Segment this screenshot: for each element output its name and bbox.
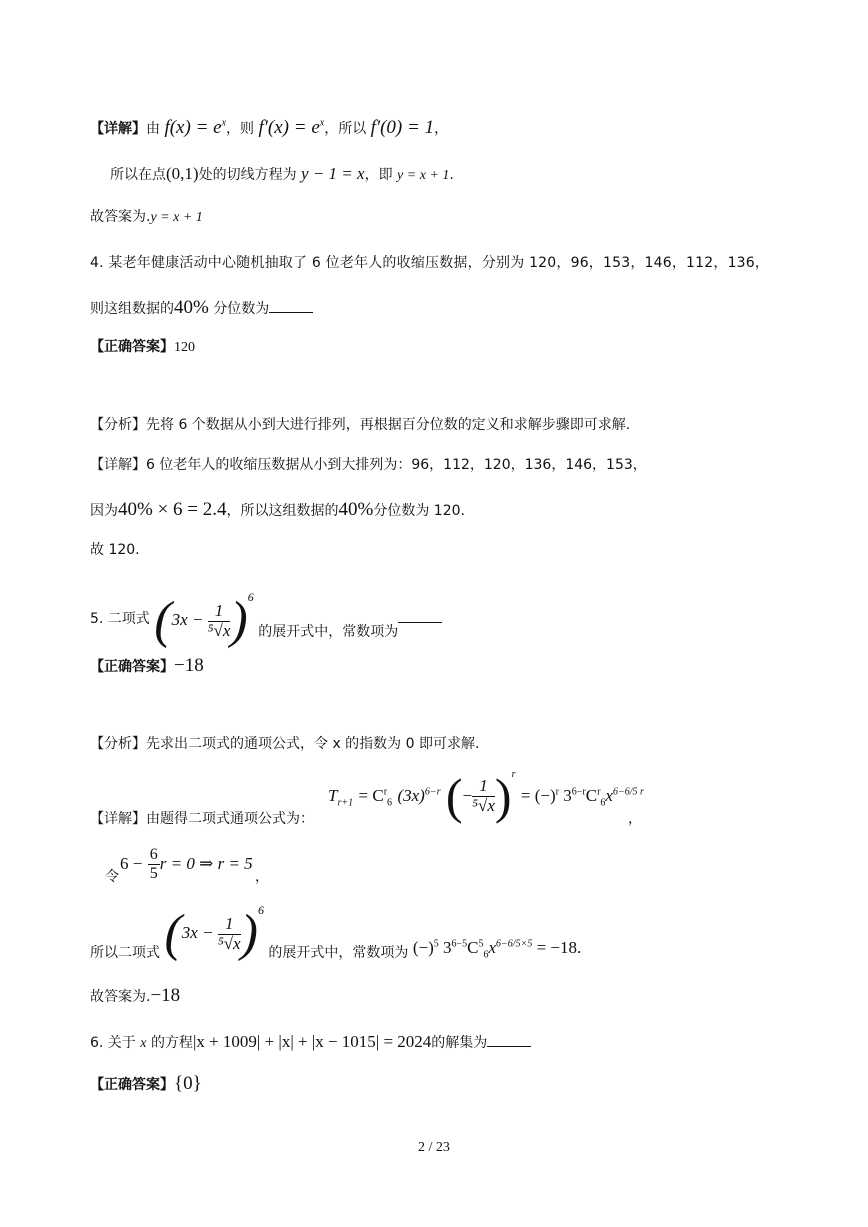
text: 所以二项式 <box>90 945 160 962</box>
math: x <box>488 937 497 957</box>
text: ，则 <box>226 121 255 137</box>
q5-detail: 【详解】由题得二项式通项公式为： <box>90 811 314 827</box>
q4-analysis: 【分析】先将 6 个数据从小到大进行排列，再根据百分位数的定义和求解步骤即可求解. <box>90 417 631 433</box>
math: = (−) <box>520 786 556 805</box>
answer-value: {0} <box>174 1073 202 1094</box>
answer-blank <box>269 298 313 313</box>
q5-stem <box>90 582 442 650</box>
math: −18 <box>150 985 181 1006</box>
math-calc: 40% × 6 = 2.4 <box>118 499 227 520</box>
q5-answer <box>90 656 204 675</box>
text: 的展开式中，常数项为 <box>258 624 399 640</box>
math-T <box>328 786 354 809</box>
q4-detail: 【详解】6 位老年人的收缩压数据从小到大排列为：96，112，120，136，146，153， <box>90 457 647 473</box>
math: x <box>605 786 613 805</box>
q5-general-term: $T_{r+1} = C^r_6$ $(3x)^{6-r}$ (− $\frac{1}{\text{⁵√x}}$ )$^r = (-)^r$ $3^{6-r}C^r_6x^{6-6/5 r}$ <box>328 768 644 824</box>
sup: r <box>555 786 559 798</box>
math: 3x − <box>171 609 204 629</box>
text: 的解集为 <box>431 1035 488 1051</box>
text: 的方程 <box>150 1035 193 1051</box>
numerator: 1 <box>472 777 495 797</box>
q5-analysis: 【分析】先求出二项式的通项公式，令 x 的指数为 0 即可求解. <box>90 736 480 752</box>
math: r = 0 ⇒ r = 5 <box>159 854 253 874</box>
q6-stem <box>90 1032 531 1051</box>
denominator: ⁵√x <box>217 933 241 953</box>
line-answer-3 <box>90 210 203 225</box>
math: (−) <box>412 937 434 957</box>
answer-value: −18 <box>174 655 204 676</box>
sub: r+1 <box>337 797 354 809</box>
math-binomial: (3x − $\frac{1}{\text{⁵√x}}$ )$^6$ <box>154 589 254 650</box>
math-x: x <box>140 1036 147 1051</box>
text: 故答案为. <box>90 989 151 1005</box>
text: 5. 二项式 <box>90 611 150 627</box>
numerator: 1 <box>218 915 241 935</box>
q4-conclusion: 故 120. <box>90 542 140 558</box>
math-C <box>358 786 393 809</box>
exponent: 6 <box>247 589 254 604</box>
denominator: ⁵√x <box>472 795 495 815</box>
q5-let-comma: ， <box>255 869 269 885</box>
sup: r <box>383 786 388 798</box>
math: C <box>467 937 479 957</box>
math: T <box>328 786 338 805</box>
math-percent: 40% <box>174 297 209 318</box>
math-f <box>164 117 226 138</box>
math: = C <box>358 786 384 805</box>
text: 由 <box>146 121 160 137</box>
answer-blank <box>487 1032 531 1047</box>
sup: 6−5 <box>451 938 468 950</box>
math-equation: |x + 1009| + |x| + |x − 1015| = 2024 <box>192 1032 432 1051</box>
text: 因为 <box>90 503 118 519</box>
text: 所以在点 <box>110 167 166 183</box>
q5-let: 令 <box>105 869 119 885</box>
math: = −18 <box>536 937 578 957</box>
sup: r <box>511 769 516 780</box>
math: 6 − <box>120 854 143 874</box>
math-eq: y − 1 = x <box>301 164 365 183</box>
q4-detail-2 <box>90 500 465 519</box>
sup: x <box>319 117 325 129</box>
q5-comma: ， <box>628 811 642 827</box>
math: 3 <box>563 786 572 805</box>
math-const-term <box>413 939 581 960</box>
frac <box>218 915 241 953</box>
page-number: 2 / 23 <box>418 1140 450 1155</box>
math-point: (0,1) <box>166 164 199 183</box>
text: 分位数为 120. <box>373 503 465 519</box>
q5-final <box>90 986 180 1005</box>
text: ，即 <box>364 167 393 183</box>
q4-answer <box>90 340 195 355</box>
frac <box>148 846 160 882</box>
text: 故答案为. <box>90 209 151 225</box>
numerator: 6 <box>149 846 158 863</box>
answer-value: 120 <box>174 340 195 355</box>
detail-tag: 【详解】 <box>90 121 146 137</box>
sup: 6−6/5×5 <box>496 938 533 950</box>
denominator: 5 <box>149 864 158 882</box>
frac <box>472 777 495 815</box>
line-tangent <box>110 165 454 183</box>
math-fprime <box>258 117 324 138</box>
sup: 5 <box>433 938 439 950</box>
math: 3 <box>443 937 452 957</box>
math: f(x) = e <box>164 117 222 138</box>
q4-stem-2 <box>90 298 313 317</box>
math-eq2: y = x + 1 <box>397 168 450 183</box>
math-3x <box>397 786 440 805</box>
math: (3x) <box>397 786 425 805</box>
q4-stem: 4. 某老年健康活动中心随机抽取了 6 位老年人的收缩压数据，分别为 120，96，153，146，112，136， <box>90 255 770 271</box>
sub: 6 <box>483 949 489 961</box>
denominator: ⁵√x <box>207 620 231 640</box>
text: 的展开式中，常数项为 <box>268 945 409 962</box>
text: . <box>577 937 582 957</box>
text: 则这组数据的 <box>90 301 174 317</box>
math-percent: 40% <box>338 499 374 520</box>
text: ，所以这组数据的 <box>226 503 339 519</box>
sub: 6 <box>600 797 606 809</box>
sup: 6−6/5 r <box>612 786 644 798</box>
sup: 5 <box>478 938 484 950</box>
answer-tag: 【正确答案】 <box>90 339 174 355</box>
text: ， <box>434 121 449 137</box>
text: 处的切线方程为 <box>198 167 297 183</box>
math: 3x − <box>181 923 214 942</box>
exponent: 6 <box>257 903 264 917</box>
sup: 6−r <box>571 786 586 798</box>
text: . <box>449 167 454 183</box>
answer-tag: 【正确答案】 <box>90 659 174 675</box>
numerator: 1 <box>208 602 231 622</box>
math: f′(x) = e <box>258 117 320 138</box>
text: ，所以 <box>324 121 367 137</box>
q5-let-eq <box>120 846 253 882</box>
q6-answer <box>90 1074 202 1093</box>
text: 分位数为 <box>213 301 270 317</box>
line-derivative <box>90 118 448 137</box>
sup: x <box>221 117 227 129</box>
answer-tag: 【正确答案】 <box>90 1077 174 1093</box>
sup: r <box>597 786 601 798</box>
sup: 6−r <box>424 786 441 798</box>
sub: 6 <box>387 797 393 809</box>
math-fprime0: f′(0) = 1 <box>370 117 435 138</box>
math: y = x + 1 <box>150 210 203 225</box>
text: 6. 关于 <box>90 1035 136 1051</box>
math: C <box>585 786 598 805</box>
math-rest <box>520 786 644 809</box>
math-binomial: (3x − $\frac{1}{\text{⁵√x}}$ )$^6$ <box>164 903 264 963</box>
frac <box>208 602 231 640</box>
q5-so <box>90 904 581 974</box>
answer-blank <box>398 608 442 623</box>
